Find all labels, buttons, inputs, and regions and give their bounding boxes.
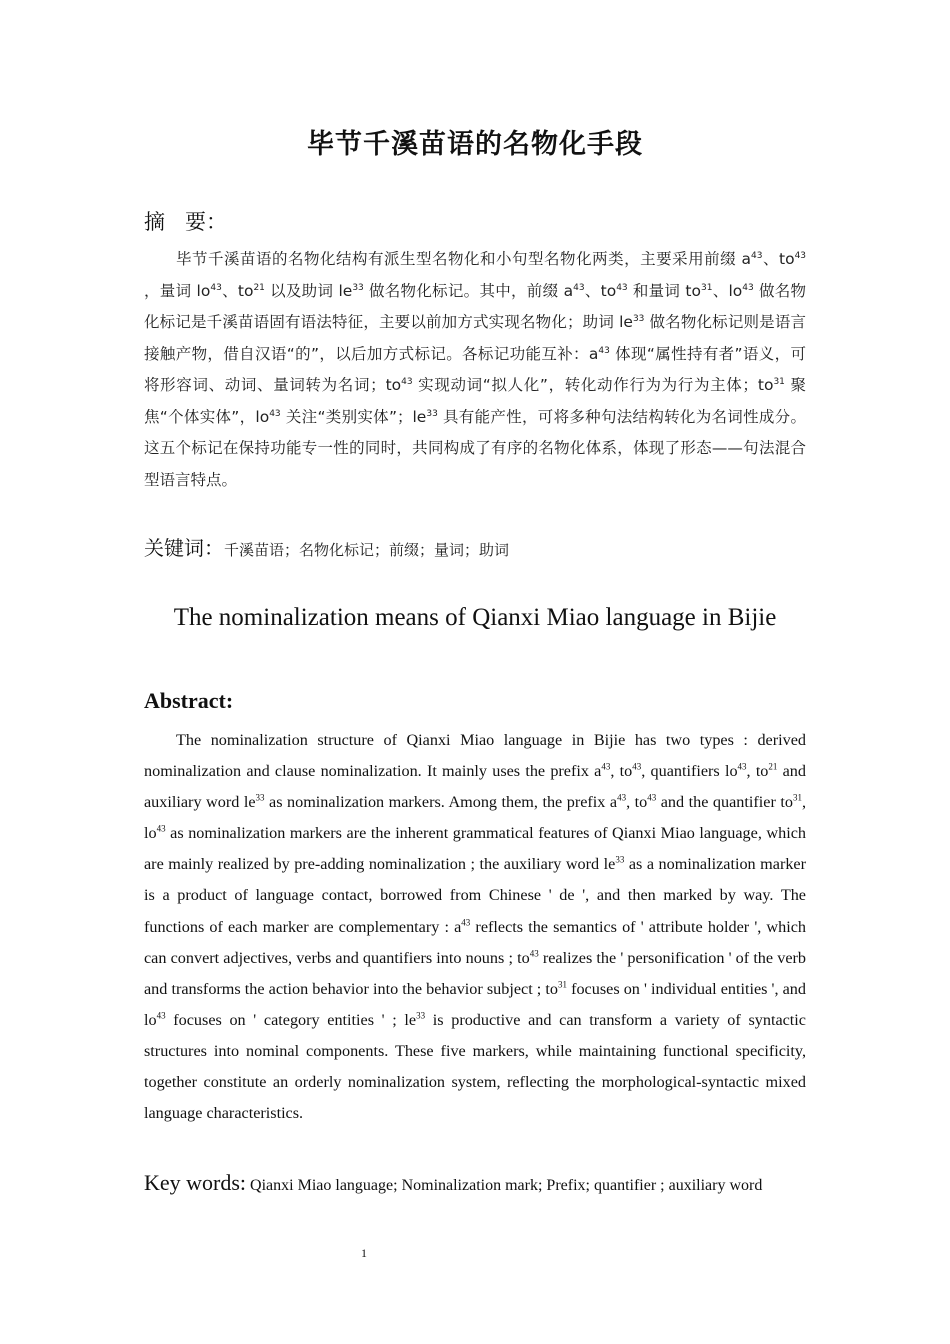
english-title: The nominalization means of Qianxi Miao language in Bijie (173, 604, 777, 631)
abstract-en-text: as nominalization markers. Among them, the prefix a (264, 793, 618, 812)
abstract-en-superscript: 43 (156, 823, 166, 834)
abstract-cn-label-b: 要： (185, 210, 227, 234)
abstract-cn-text: 做名物化标记是千溪苗语固有语法特征，主要以前加方式实现名物化；助词 le (144, 281, 807, 331)
abstract-en-text: , to (610, 762, 633, 781)
abstract-en-text: The nominalization structure of Qianxi Miao language in Bijie has two types : derived nominalization and clause nominalization. It mainly uses the prefix a (144, 731, 806, 781)
keywords-en (144, 1170, 762, 1196)
abstract-en-text: , quantifiers lo (641, 762, 738, 781)
keywords-en-value: Qianxi Miao language; Nominalization mark; Prefix; quantifier ; auxiliary word (250, 1177, 763, 1194)
abstract-cn-superscript: 43 (598, 345, 610, 356)
keywords-en-label: Key words: (144, 1170, 247, 1195)
abstract-cn-superscript: 43 (742, 282, 754, 293)
abstract-cn-superscript: 31 (700, 282, 713, 293)
keywords-cn (144, 532, 509, 561)
abstract-cn-text: 做名物化标记则是语言接触产物，借自汉语“的”，以后加方式标记。各标记功能互补：a (144, 313, 806, 363)
abstract-en-superscript: 33 (416, 1010, 426, 1021)
abstract-en-superscript: 31 (792, 792, 802, 803)
abstract-cn-superscript: 31 (773, 376, 785, 387)
abstract-en-text: reflects the semantics of ' attribute holder ', which can convert adjectives, verbs and quantifiers into nouns ; to (144, 917, 806, 967)
abstract-cn-superscript: 43 (794, 250, 807, 261)
abstract-en-superscript: 43 (647, 792, 657, 803)
abstract-cn-text: 以及助词 le (264, 281, 353, 300)
abstract-en-superscript: 33 (615, 854, 625, 865)
abstract-cn-superscript: 33 (426, 408, 438, 419)
abstract-cn-superscript: 43 (616, 282, 628, 293)
abstract-cn-text: 、to (584, 281, 617, 300)
abstract-en-text: focuses on ' category entities ' ; le (165, 1010, 417, 1029)
abstract-cn-superscript: 43 (751, 250, 763, 261)
abstract-cn-text: 具有能产性，可将多种句法结构转化为名词性成分。这五个标记在保持功能专一性的同时，共同构成了有序的名物化体系，体现了形态——句法混合型语言特点。 (144, 407, 806, 489)
abstract-cn-superscript: 33 (352, 282, 364, 293)
abstract-cn-superscript: 21 (253, 282, 265, 293)
abstract-cn-label-a: 摘 (144, 210, 165, 234)
keywords-cn-value: 千溪苗语；名物化标记；前缀；量词；助词 (224, 541, 510, 559)
abstract-cn-superscript: 43 (401, 376, 413, 387)
abstract-cn-superscript: 43 (573, 282, 585, 293)
abstract-en-text: and the quantifier to (656, 793, 793, 812)
abstract-cn-text: 、to (762, 250, 795, 268)
abstract-cn-text: 关注“类别实体”；le (280, 407, 427, 426)
abstract-cn-text: 、lo (712, 281, 743, 300)
abstract-cn-text: ，量词 lo (144, 281, 211, 300)
abstract-cn-text: 实现动词“拟人化”，转化动作行为为行为主体；to (412, 376, 774, 394)
abstract-en-text: is productive and can transform a variety of syntactic structures into nominal components. These five markers, while maintaining functional specificity, together constitute an orderly nominalization system, reflecting the morphological-syntactic mixed language characteristics. (144, 1010, 806, 1123)
abstract-cn-text: 做名物化标记。其中，前缀 a (363, 281, 574, 300)
abstract-en-superscript: 31 (557, 979, 567, 990)
abstract-en-label: Abstract: (144, 688, 234, 713)
abstract-cn-body (144, 244, 806, 496)
abstract-en-text: focuses on ' individual entities ', and lo (144, 979, 806, 1029)
abstract-en-text: and auxiliary word le (144, 762, 806, 812)
abstract-en-text: as a nominalization marker is a product of language contact, borrowed from Chinese ' de ', and then marked by way. The functions of each marker are complementary : a (144, 855, 806, 936)
abstract-en-superscript: 43 (737, 761, 747, 772)
abstract-en-text: , to (746, 762, 769, 781)
abstract-cn-superscript: 43 (269, 408, 281, 419)
abstract-cn-text: 聚焦“个体实体”，lo (144, 376, 806, 426)
abstract-en-superscript: 43 (156, 1010, 166, 1021)
abstract-cn-superscript: 43 (210, 282, 222, 293)
abstract-cn-superscript: 33 (632, 313, 645, 324)
abstract-en-superscript: 43 (617, 792, 627, 803)
abstract-en-superscript: 33 (255, 792, 265, 803)
abstract-en-superscript: 43 (529, 948, 539, 959)
abstract-en-body (144, 725, 806, 1129)
abstract-en-superscript: 43 (601, 761, 611, 772)
abstract-en-text: realizes the ' personification ' of the verb and transforms the action behavior into the behavior subject ; to (144, 948, 806, 998)
abstract-cn-text: 、to (221, 281, 254, 300)
abstract-en-text: as nominalization markers are the inherent grammatical features of Qianxi Miao language, which are mainly realized by pre-adding nominalization ; the auxiliary word le (144, 824, 806, 874)
abstract-en-superscript: 21 (768, 761, 778, 772)
abstract-cn-text: 毕节千溪苗语的名物化结构有派生型名物化和小句型名物化两类，主要采用前缀 a (176, 250, 752, 268)
abstract-en-superscript: 43 (461, 917, 471, 928)
abstract-cn-text: 和量词 to (627, 281, 701, 300)
abstract-en-text: , lo (144, 793, 806, 843)
keywords-cn-label: 关键词： (144, 536, 224, 560)
abstract-en-text: , to (626, 793, 648, 812)
abstract-cn-label (144, 206, 227, 236)
paper-title: 毕节千溪苗语的名物化手段 (307, 129, 643, 160)
abstract-en-superscript: 43 (632, 761, 642, 772)
page-number: 1 (361, 1246, 367, 1260)
abstract-cn-text: 体现“属性持有者”语义，可将形容词、动词、量词转为名词；to (144, 344, 807, 394)
